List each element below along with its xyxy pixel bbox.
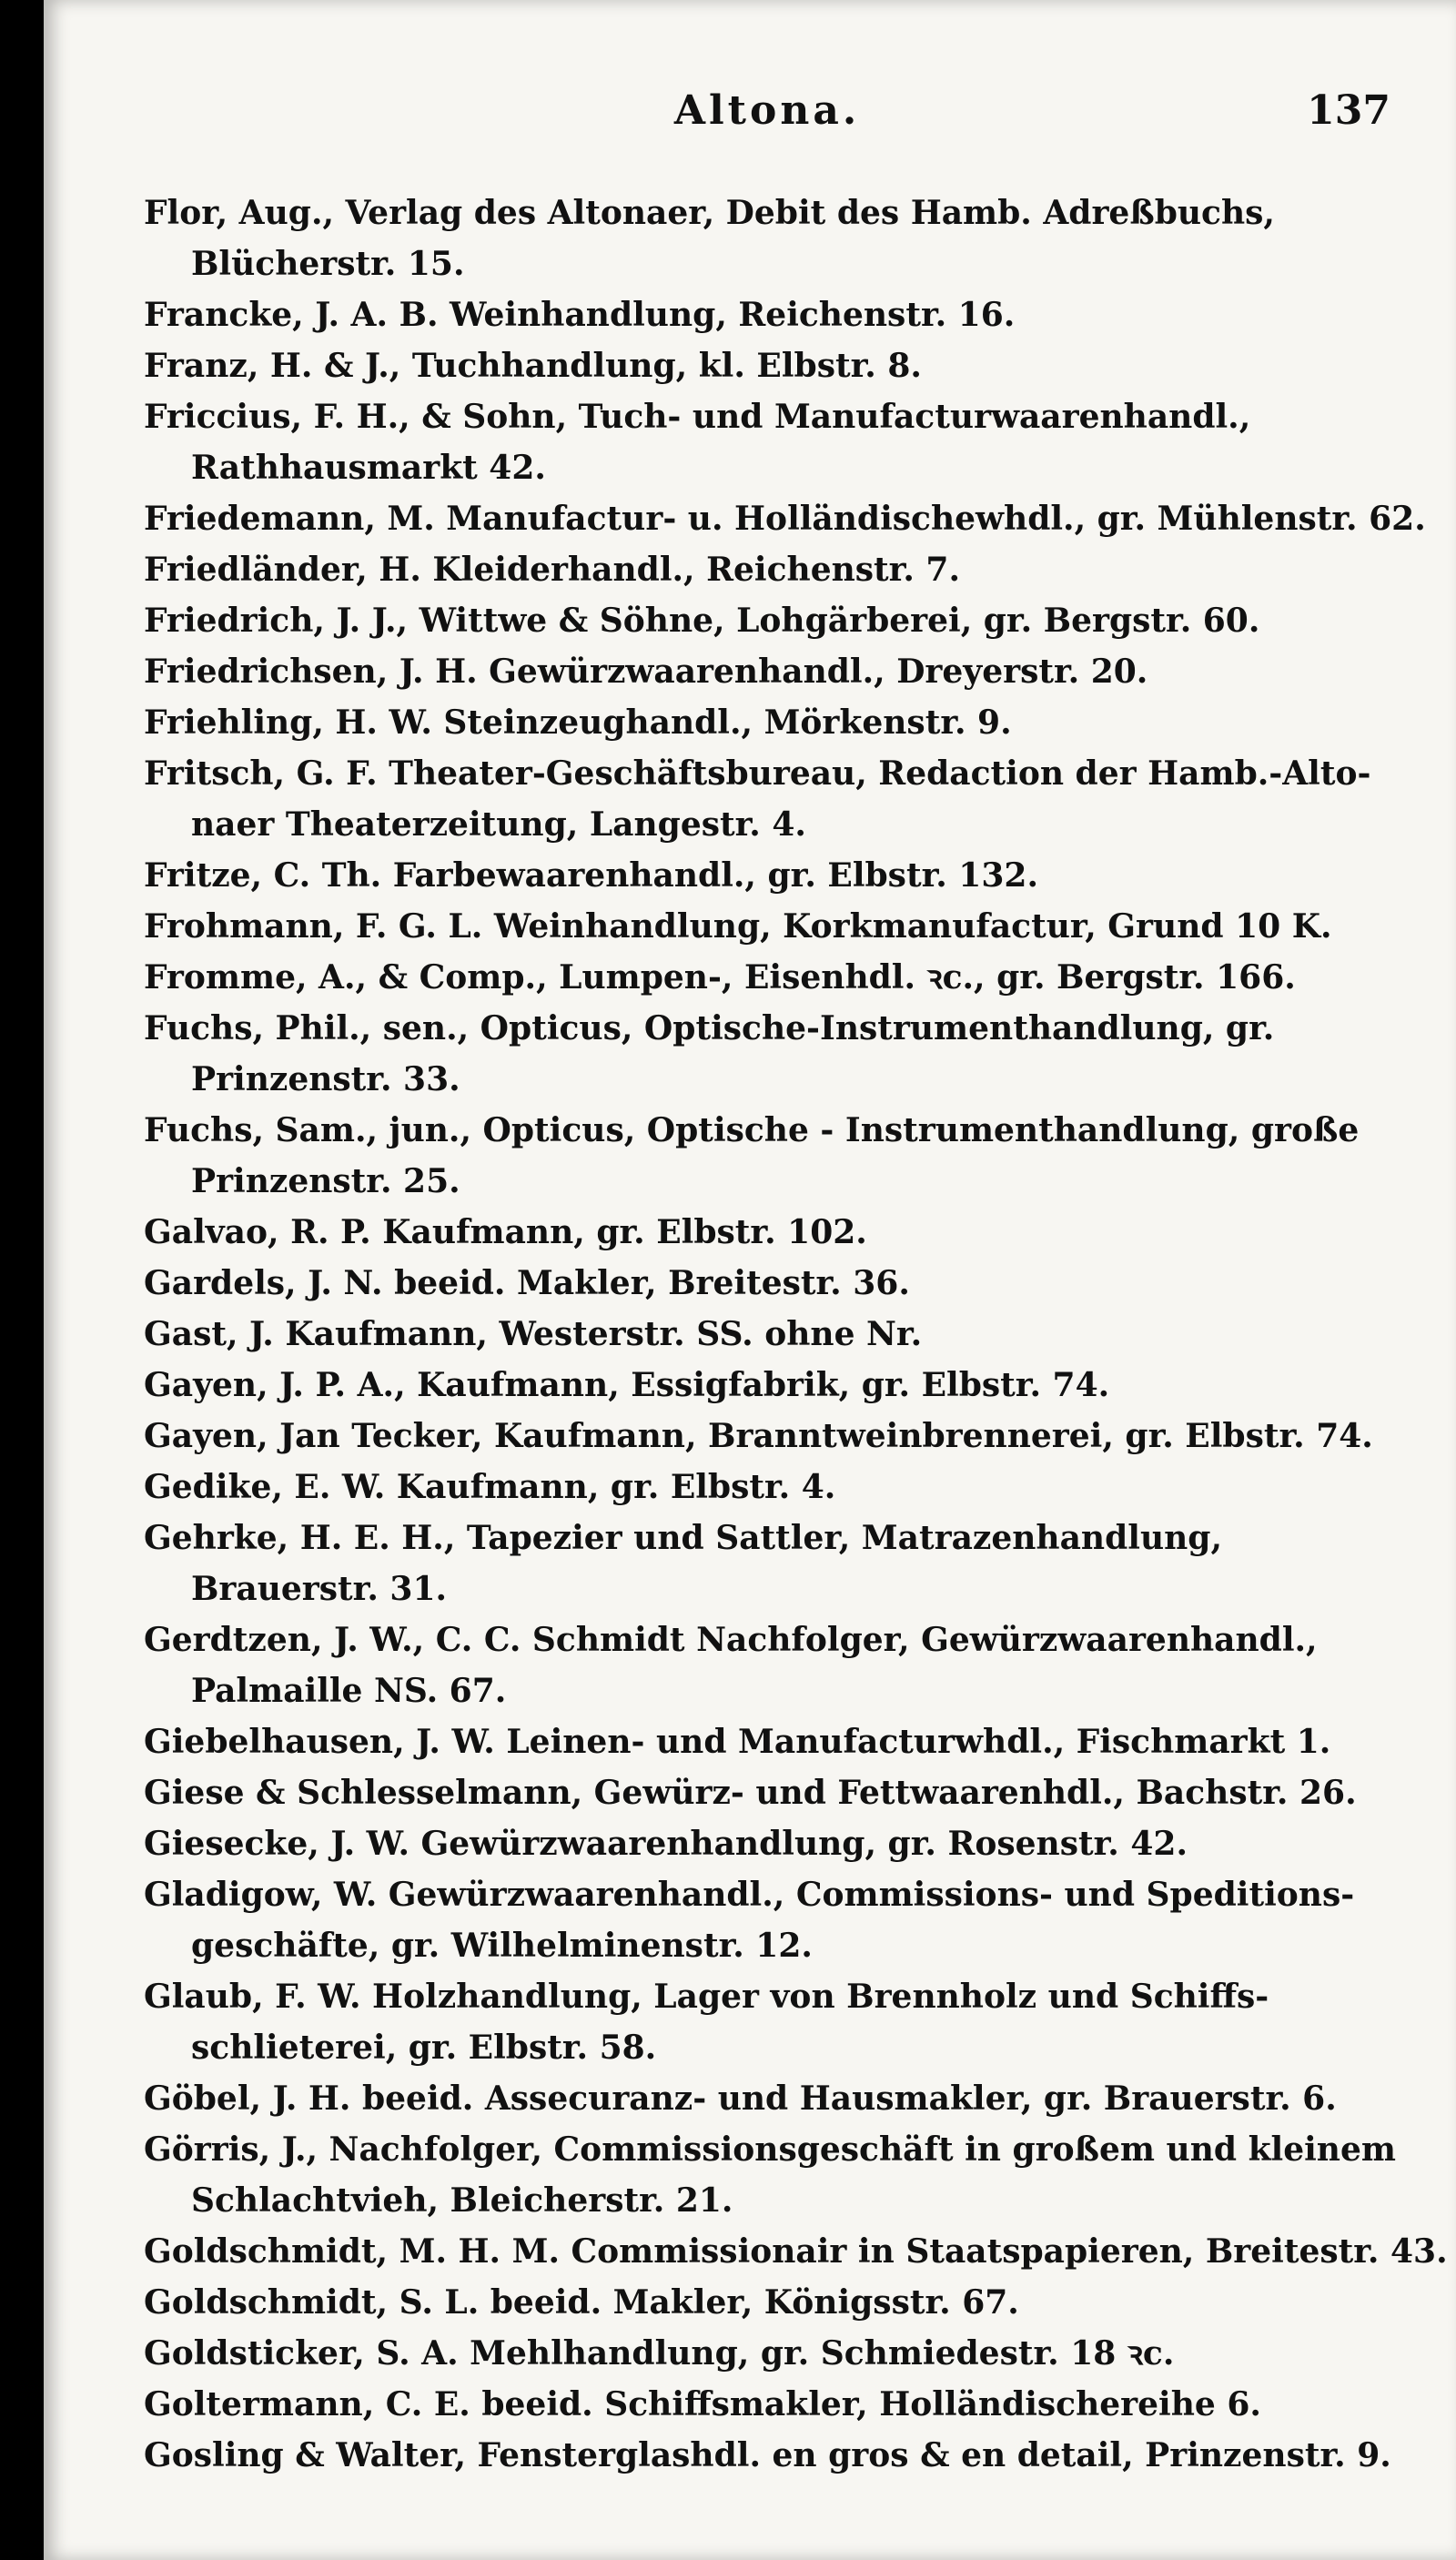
entry-line: Friedrich, J. J., Wittwe & Söhne, Lohgärberei, gr. Bergstr. 60. <box>144 602 1260 640</box>
directory-entry <box>144 289 1390 340</box>
entry-line: Giebelhausen, J. W. Leinen- und Manufacturwhdl., Fischmarkt 1. <box>144 1723 1331 1761</box>
directory-entry <box>144 2328 1390 2379</box>
directory-entry <box>144 2124 1396 2226</box>
directory-entry <box>144 2277 1390 2328</box>
directory-entry <box>144 1309 1390 1360</box>
entry-line: Görris, J., Nachfolger, Commissionsgeschäft in großem und kleinem <box>144 2130 1396 2169</box>
entry-line: Gast, J. Kaufmann, Westerstr. SS. ohne Nr. <box>144 1315 923 1353</box>
entry-continuation-line: Schlachtvieh, Bleicherstr. 21. <box>191 2181 733 2220</box>
directory-entry <box>144 850 1390 901</box>
directory-entry <box>144 1003 1390 1105</box>
entry-line: Gladigow, W. Gewürzwaarenhandl., Commissions- und Speditions- <box>144 1876 1355 1914</box>
page-number: 137 <box>1307 87 1390 134</box>
directory-entry <box>144 2226 1448 2277</box>
running-title: Altona. <box>673 87 861 134</box>
directory-entry <box>144 901 1390 952</box>
directory-entry <box>144 1360 1390 1411</box>
directory-entry <box>144 952 1390 1003</box>
directory-entry <box>144 1462 1390 1513</box>
directory-entry <box>144 1207 1390 1258</box>
directory-entry <box>144 1818 1390 1869</box>
entry-continuation-line: Palmaille NS. 67. <box>191 1672 507 1710</box>
directory-entry <box>144 2073 1390 2124</box>
directory-entry <box>144 1513 1390 1614</box>
entry-continuation-line: Rathhausmarkt 42. <box>191 449 546 487</box>
directory-entry <box>144 1258 1390 1309</box>
entry-line: Gedike, E. W. Kaufmann, gr. Elbstr. 4. <box>144 1468 836 1506</box>
entry-line: Friedländer, H. Kleiderhandl., Reichenstr. 7. <box>144 551 960 589</box>
entry-line: Goldschmidt, M. H. M. Commissionair in Staatspapieren, Breitestr. 43. <box>144 2232 1448 2271</box>
directory-entry <box>144 544 1390 595</box>
directory-entry <box>144 1411 1390 1462</box>
entry-line: Gardels, J. N. beeid. Makler, Breitestr. 36. <box>144 1264 910 1302</box>
directory-entry <box>144 187 1390 289</box>
directory-entry <box>144 2430 1390 2481</box>
paper-page <box>44 0 1456 2560</box>
entry-line: Fromme, A., & Comp., Lumpen-, Eisenhdl. ꝛc., gr. Bergstr. 166. <box>144 958 1296 997</box>
entry-line: Friedemann, M. Manufactur- u. Holländischewhdl., gr. Mühlenstr. 62. <box>144 500 1426 538</box>
entry-continuation-line: Blücherstr. 15. <box>191 245 465 283</box>
page-header <box>144 87 1390 142</box>
entry-line: Giese & Schlesselmann, Gewürz- und Fettwaarenhdl., Bachstr. 26. <box>144 1774 1357 1812</box>
directory-entries <box>144 187 1448 2481</box>
directory-entry <box>144 1767 1390 1818</box>
directory-entry <box>144 1869 1390 1971</box>
entry-line: Gerdtzen, J. W., C. C. Schmidt Nachfolger, Gewürzwaarenhandl., <box>144 1621 1318 1659</box>
directory-entry <box>144 391 1390 493</box>
directory-entry <box>144 595 1390 646</box>
directory-entry <box>144 697 1390 748</box>
entry-line: Fritsch, G. F. Theater-Geschäftsbureau, Redaction der Hamb.-Alto- <box>144 754 1371 793</box>
entry-line: Franz, H. & J., Tuchhandlung, kl. Elbstr. 8. <box>144 347 922 385</box>
entry-continuation-line: Prinzenstr. 25. <box>191 1162 460 1200</box>
directory-entry <box>144 493 1426 544</box>
entry-line: Frohmann, F. G. L. Weinhandlung, Korkmanufactur, Grund 10 K. <box>144 907 1332 946</box>
entry-line: Flor, Aug., Verlag des Altonaer, Debit des Hamb. Adreßbuchs, <box>144 194 1275 232</box>
entry-line: Fritze, C. Th. Farbewaarenhandl., gr. Elbstr. 132. <box>144 856 1038 895</box>
entry-line: Giesecke, J. W. Gewürzwaarenhandlung, gr. Rosenstr. 42. <box>144 1825 1188 1863</box>
entry-line: Glaub, F. W. Holzhandlung, Lager von Brennholz und Schiffs- <box>144 1978 1269 2016</box>
entry-line: Göbel, J. H. beeid. Assecuranz- und Hausmakler, gr. Brauerstr. 6. <box>144 2079 1337 2118</box>
directory-entry <box>144 1614 1390 1716</box>
entry-line: Galvao, R. P. Kaufmann, gr. Elbstr. 102. <box>144 1213 867 1251</box>
directory-entry <box>144 646 1390 697</box>
entry-line: Friccius, F. H., & Sohn, Tuch- und Manufacturwaarenhandl., <box>144 398 1251 436</box>
directory-entry <box>144 340 1390 391</box>
entry-continuation-line: Brauerstr. 31. <box>191 1570 448 1608</box>
entry-line: Goldsticker, S. A. Mehlhandlung, gr. Schmiedestr. 18 ꝛc. <box>144 2334 1175 2373</box>
entry-line: Friehling, H. W. Steinzeughandl., Mörkenstr. 9. <box>144 703 1012 742</box>
entry-continuation-line: Prinzenstr. 33. <box>191 1060 460 1098</box>
directory-entry <box>144 748 1390 850</box>
entry-line: Gayen, Jan Tecker, Kaufmann, Branntweinbrennerei, gr. Elbstr. 74. <box>144 1417 1373 1455</box>
directory-entry <box>144 2379 1390 2430</box>
entry-line: Friedrichsen, J. H. Gewürzwaarenhandl., Dreyerstr. 20. <box>144 653 1148 691</box>
entry-line: Francke, J. A. B. Weinhandlung, Reichenstr. 16. <box>144 296 1016 334</box>
entry-continuation-line: schlieterei, gr. Elbstr. 58. <box>191 2029 657 2067</box>
entry-line: Fuchs, Sam., jun., Opticus, Optische - Instrumenthandlung, große <box>144 1111 1360 1149</box>
entry-continuation-line: geschäfte, gr. Wilhelminenstr. 12. <box>191 1927 813 1965</box>
entry-line: Goldschmidt, S. L. beeid. Makler, Königsstr. 67. <box>144 2283 1019 2322</box>
directory-entry <box>144 1716 1390 1767</box>
entry-continuation-line: naer Theaterzeitung, Langestr. 4. <box>191 805 806 844</box>
directory-entry <box>144 1971 1390 2073</box>
directory-entry <box>144 1105 1390 1207</box>
entry-line: Gosling & Walter, Fensterglashdl. en gros & en detail, Prinzenstr. 9. <box>144 2436 1391 2474</box>
entry-line: Gayen, J. P. A., Kaufmann, Essigfabrik, gr. Elbstr. 74. <box>144 1366 1110 1404</box>
entry-line: Fuchs, Phil., sen., Opticus, Optische-Instrumenthandlung, gr. <box>144 1009 1275 1047</box>
entry-line: Gehrke, H. E. H., Tapezier und Sattler, Matrazenhandlung, <box>144 1519 1222 1557</box>
entry-line: Goltermann, C. E. beeid. Schiffsmakler, Holländischereihe 6. <box>144 2385 1261 2423</box>
